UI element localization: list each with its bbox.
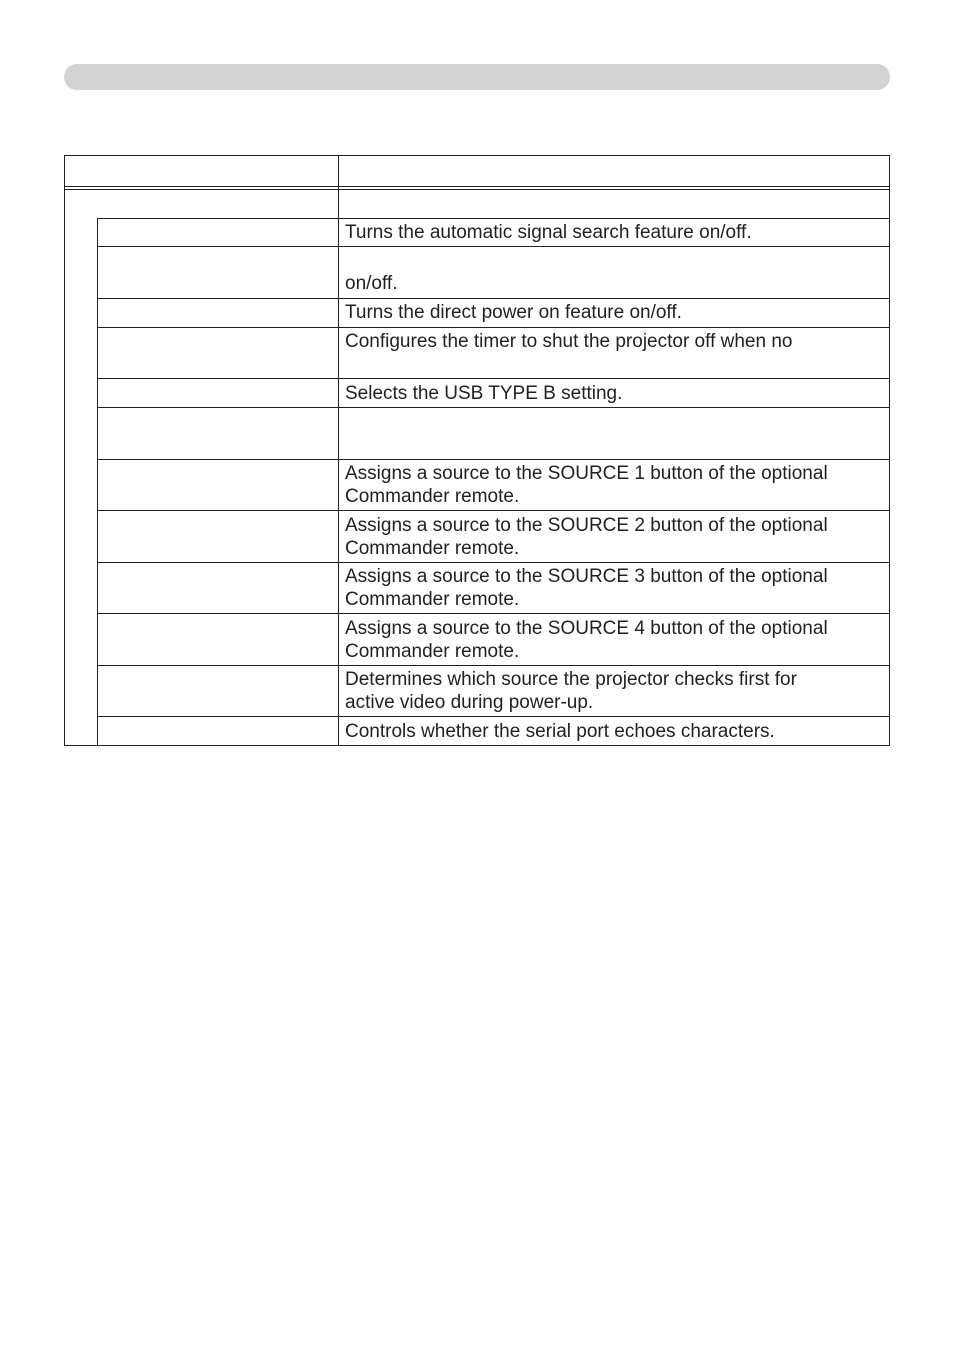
row-description: Turns the direct power on feature on/off. [345,302,682,323]
row-description: Configures the timer to shut the projector off when no [345,331,793,352]
row-divider [97,562,890,563]
row-description: Controls whether the serial port echoes characters. [345,721,775,742]
row-description: Assigns a source to the SOURCE 2 button of the optional Commander remote. [345,515,828,559]
row-divider [97,327,890,328]
header-row-divider [64,186,890,187]
section-header-bar [64,64,890,90]
column-divider [338,155,339,746]
row-description: Assigns a source to the SOURCE 3 button of the optional Commander remote. [345,566,828,610]
row-description: on/off. [345,273,398,294]
row-divider [97,459,890,460]
row-divider [97,407,890,408]
row-divider [97,716,890,717]
row-divider [97,378,890,379]
row-description: Assigns a source to the SOURCE 1 button of the optional Commander remote. [345,463,828,507]
row-divider [97,665,890,666]
row-divider [97,246,890,247]
row-description: Selects the USB TYPE B setting. [345,383,623,404]
header-row-divider-double [64,189,890,190]
row-description: Turns the automatic signal search feature on/off. [345,222,752,243]
row-divider [97,510,890,511]
row-description: Determines which source the projector checks first for active video during power-up. [345,669,797,713]
row-divider [97,298,890,299]
row-description: Assigns a source to the SOURCE 4 button of the optional Commander remote. [345,618,828,662]
row-divider [97,218,890,219]
row-divider [97,613,890,614]
